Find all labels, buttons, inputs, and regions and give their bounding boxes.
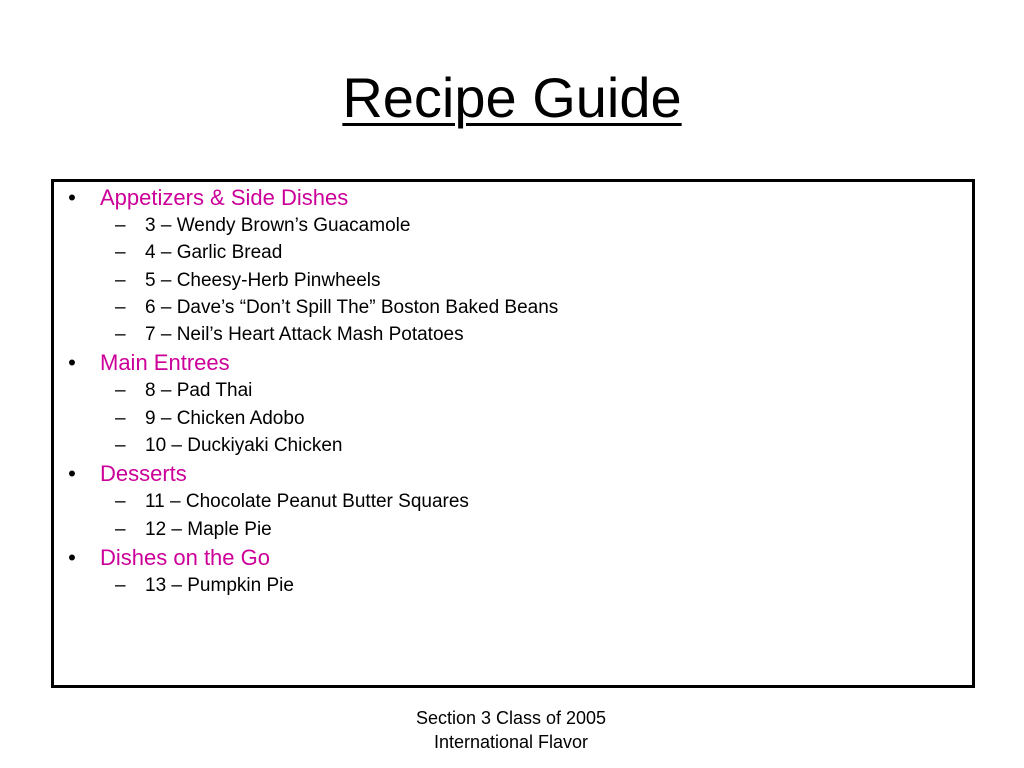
dash-icon: – bbox=[115, 242, 126, 264]
dash-icon: – bbox=[115, 435, 126, 457]
dash-icon: – bbox=[115, 574, 126, 596]
dash-icon: – bbox=[115, 407, 126, 429]
recipe-item bbox=[100, 516, 565, 543]
section-desserts bbox=[54, 459, 972, 543]
section-label: Desserts bbox=[100, 461, 187, 487]
recipe-item bbox=[100, 432, 565, 459]
recipe-item-text: 9 – Chicken Adobo bbox=[145, 407, 305, 429]
dash-icon: – bbox=[115, 296, 126, 318]
recipe-item-text: 7 – Neil’s Heart Attack Mash Potatoes bbox=[145, 324, 464, 346]
recipe-item bbox=[100, 267, 565, 294]
bullet-icon: • bbox=[68, 350, 76, 376]
dash-icon: – bbox=[115, 491, 126, 513]
section-appetizers bbox=[54, 183, 972, 348]
recipe-item-text: 4 – Garlic Bread bbox=[145, 242, 283, 264]
recipe-item-text: 13 – Pumpkin Pie bbox=[145, 574, 294, 596]
recipe-item bbox=[100, 488, 565, 515]
recipe-list bbox=[100, 572, 972, 599]
dash-icon: – bbox=[115, 324, 126, 346]
recipe-item-text: 8 – Pad Thai bbox=[145, 380, 253, 402]
recipe-item bbox=[100, 321, 565, 348]
recipe-item-text: 5 – Cheesy-Herb Pinwheels bbox=[145, 269, 381, 291]
bullet-icon: • bbox=[68, 461, 76, 487]
recipe-item bbox=[100, 405, 565, 432]
recipe-list bbox=[100, 488, 972, 543]
recipe-item-text: 10 – Duckiyaki Chicken bbox=[145, 435, 343, 457]
recipe-item-text: 12 – Maple Pie bbox=[145, 518, 272, 540]
recipe-item-text: 3 – Wendy Brown’s Guacamole bbox=[145, 215, 411, 236]
recipe-item bbox=[100, 377, 565, 404]
section-label: Appetizers & Side Dishes bbox=[100, 185, 349, 210]
dash-icon: – bbox=[115, 518, 126, 540]
dash-icon: – bbox=[115, 215, 126, 236]
footer-line: Section 3 Class of 2005 bbox=[415, 708, 607, 728]
dash-icon: – bbox=[115, 380, 126, 402]
slide-title: Recipe Guide bbox=[342, 66, 682, 129]
recipe-list bbox=[100, 212, 972, 348]
recipe-item-text: 6 – Dave’s “Don’t Spill The” Boston Baked Beans bbox=[145, 296, 559, 318]
footer-line: International Flavor bbox=[433, 732, 589, 752]
section-label: Main Entrees bbox=[100, 350, 230, 376]
bullet-icon: • bbox=[68, 185, 76, 210]
recipe-item bbox=[100, 212, 565, 239]
recipe-item-text: 11 – Chocolate Peanut Butter Squares bbox=[145, 491, 469, 513]
bullet-icon: • bbox=[68, 544, 76, 570]
dash-icon: – bbox=[115, 269, 126, 291]
recipe-outline bbox=[54, 183, 972, 599]
section-dishes-on-the-go bbox=[54, 543, 972, 599]
section-main-entrees bbox=[54, 348, 972, 459]
slide-footer bbox=[361, 706, 661, 754]
recipe-outline-box bbox=[51, 179, 975, 688]
section-label: Dishes on the Go bbox=[100, 544, 270, 570]
recipe-list bbox=[100, 377, 972, 459]
recipe-item bbox=[100, 294, 565, 321]
recipe-item bbox=[100, 239, 565, 266]
recipe-item bbox=[100, 572, 565, 599]
